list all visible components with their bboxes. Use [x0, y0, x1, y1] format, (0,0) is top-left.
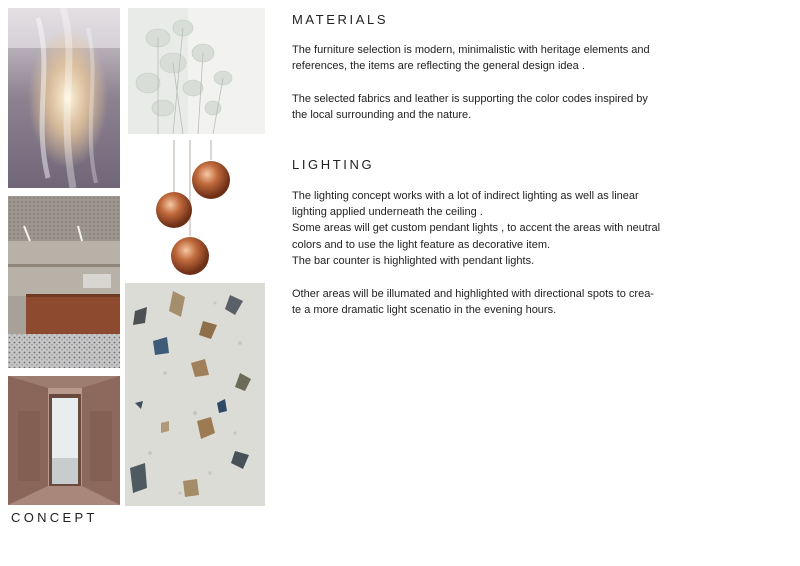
- materials-paragraph-1: [292, 42, 682, 74]
- fabric-image: [8, 8, 120, 188]
- text-line: The selected fabrics and leather is supporting the color codes inspired by: [292, 93, 648, 105]
- terrazzo-image: [125, 283, 265, 506]
- text-line: references, the items are reflecting the general design idea .: [292, 60, 585, 73]
- text-line: The lighting concept works with a lot of indirect lighting as well as linear: [292, 190, 639, 202]
- text-line: Some areas will get custom pendant lights , to accent the areas with neutral: [292, 222, 661, 235]
- materials-paragraph-2: [292, 91, 682, 123]
- text-line: Other areas will be illumated and highlighted with directional spots to crea-: [292, 288, 654, 300]
- text-line: te a more dramatic light scenatio in the evening hours.: [292, 304, 557, 317]
- pendant-lights-image: [128, 140, 265, 280]
- text-line: the local surrounding and the nature.: [292, 109, 472, 122]
- flowers-image: [128, 8, 265, 134]
- materials-title: MATERIALS: [292, 12, 389, 27]
- bar-interior-image: [8, 196, 120, 368]
- corridor-image: [8, 376, 120, 505]
- text-line: lighting applied underneath the ceiling .: [292, 206, 483, 219]
- text-line: The furniture selection is modern, minimalistic with heritage elements and: [292, 44, 650, 56]
- lighting-paragraph-1: [292, 188, 682, 269]
- lighting-title: LIGHTING: [292, 157, 375, 172]
- text-line: The bar counter is highlighted with pendant lights.: [292, 254, 535, 267]
- lighting-paragraph-2: [292, 286, 682, 318]
- concept-label: CONCEPT: [11, 510, 98, 525]
- text-line: colors and to use the light feature as decorative item.: [292, 238, 551, 251]
